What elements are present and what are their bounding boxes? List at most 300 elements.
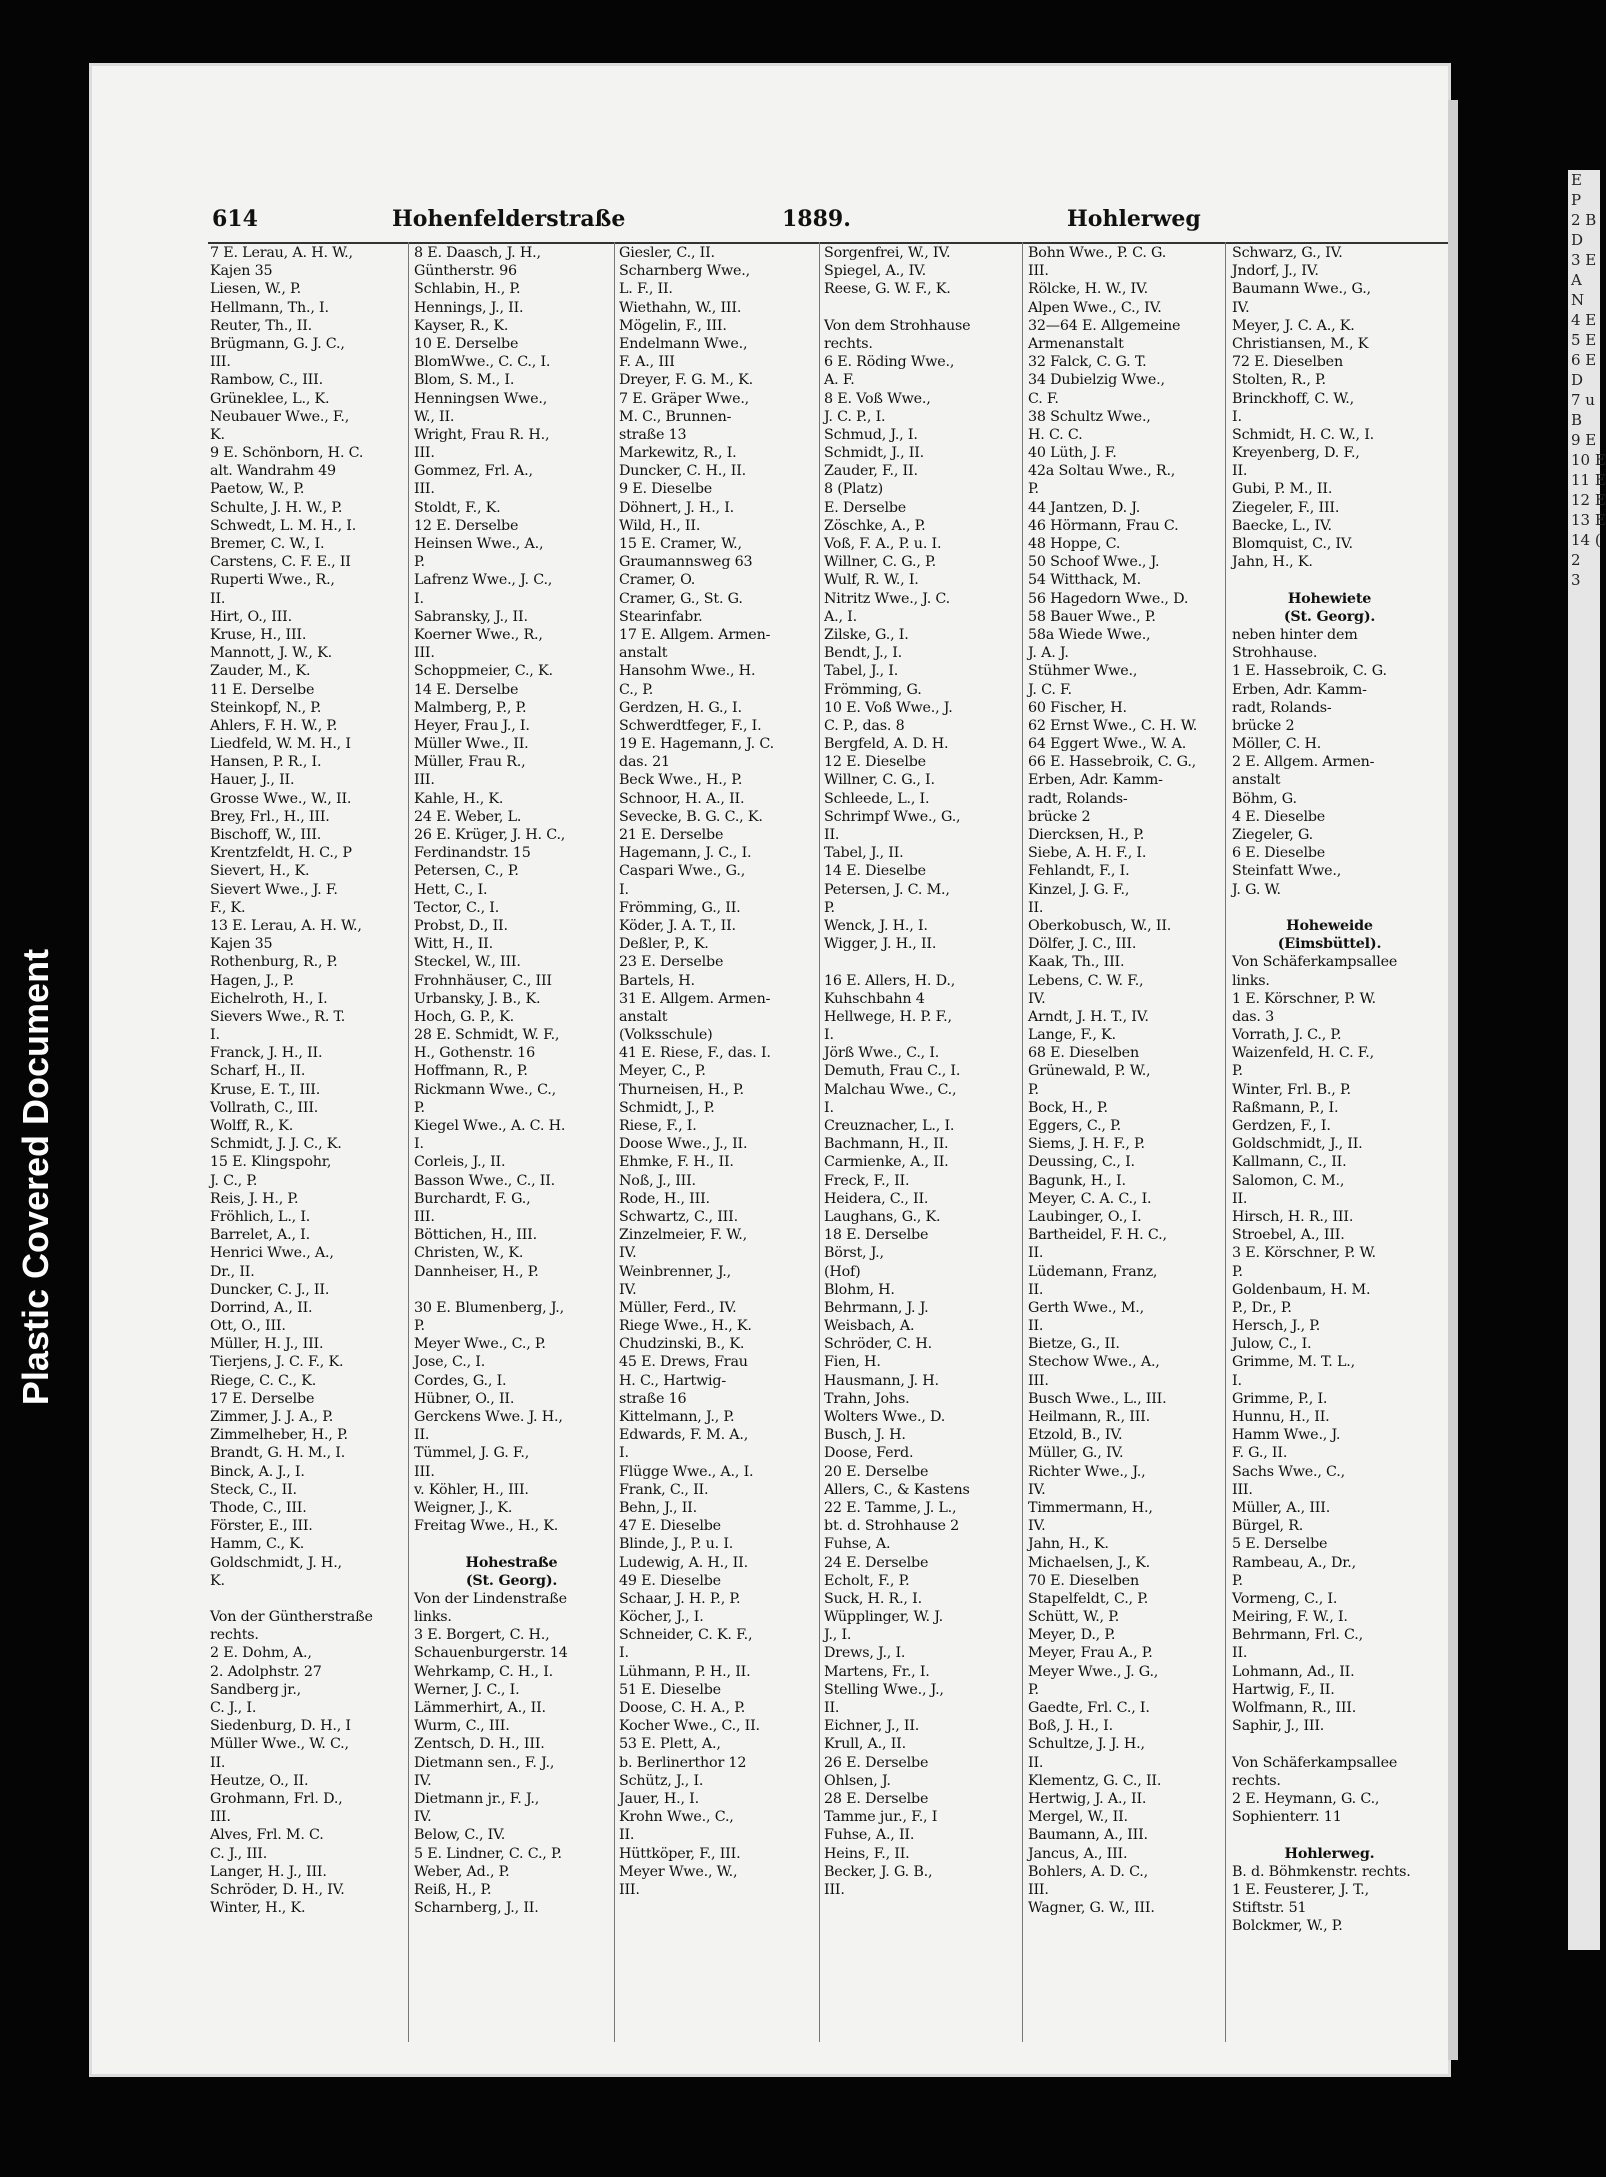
directory-line: III. xyxy=(1028,263,1049,280)
directory-line: 6 E. Röding Wwe., xyxy=(824,354,955,371)
directory-line: 48 Hoppe, C. xyxy=(1028,536,1121,552)
directory-line: Edwards, F. M. A., xyxy=(619,1427,749,1444)
directory-line: Wolters Wwe., D. xyxy=(824,1409,946,1425)
neighbor-fragment: D xyxy=(1571,231,1584,249)
directory-line: Chudzinski, B., K. xyxy=(619,1336,745,1353)
directory-line: 20 E. Derselbe xyxy=(824,1463,929,1480)
directory-line: Schröder, C. H. xyxy=(824,1336,932,1353)
directory-line: Stelling Wwe., J., xyxy=(824,1681,944,1698)
directory-line: Basson Wwe., C., II. xyxy=(414,1172,555,1189)
directory-line: 18 E. Derselbe xyxy=(824,1227,929,1244)
page-edge xyxy=(1448,100,1458,2060)
directory-line: J. C. F. xyxy=(1028,681,1072,698)
column-rule xyxy=(819,242,820,2042)
directory-line: Armenanstalt xyxy=(1028,335,1124,352)
directory-line: III. xyxy=(210,354,231,371)
directory-line: 15 E. Klingspohr, xyxy=(210,1154,332,1171)
directory-line: Steckel, W., III. xyxy=(414,954,521,971)
directory-line: C. P., das. 8 xyxy=(824,717,905,734)
directory-line: 30 E. Blumenberg, J., xyxy=(414,1299,564,1316)
directory-line: Schmidt, H. C. W., I. xyxy=(1232,426,1375,443)
directory-line: H. C., Hartwig- xyxy=(619,1372,726,1389)
directory-line: 8 (Platz) xyxy=(824,481,883,498)
directory-line: Hagen, J., P. xyxy=(210,972,294,989)
directory-line: 26 E. Derselbe xyxy=(824,1754,929,1771)
directory-line: E. Derselbe xyxy=(824,499,907,516)
directory-line: Köcher, J., I. xyxy=(619,1609,704,1626)
directory-line: Kajen 35 xyxy=(210,936,273,953)
directory-line: Jndorf, J., IV. xyxy=(1232,263,1319,280)
directory-line: Freck, F., II. xyxy=(824,1172,910,1189)
directory-line: F. A., III xyxy=(619,354,675,371)
directory-line: Baumann, A., III. xyxy=(1028,1827,1148,1844)
directory-line: Hartwig, F., II. xyxy=(1232,1681,1335,1698)
directory-line: IV. xyxy=(1232,299,1250,316)
directory-line: Voß, F. A., P. u. I. xyxy=(824,536,942,552)
directory-line: links. xyxy=(1232,972,1270,989)
directory-line: 9 E. Schönborn, H. C. xyxy=(210,445,364,462)
directory-line: Zauder, M., K. xyxy=(210,663,311,680)
directory-line: b. Berlinerthor 12 xyxy=(619,1754,747,1771)
directory-line: 26 E. Krüger, J. H. C., xyxy=(414,827,566,843)
directory-line: Jancus, A., III. xyxy=(1028,1845,1128,1862)
directory-line: Hüttköper, F., III. xyxy=(619,1845,741,1862)
directory-line: Schaar, J. H. P., P. xyxy=(619,1590,741,1607)
directory-line: Urbansky, J. B., K. xyxy=(414,990,541,1007)
directory-line: Schwedt, L. M. H., I. xyxy=(210,517,357,534)
directory-line: Dreyer, F. G. M., K. xyxy=(619,372,753,389)
neighbor-fragment: 5 E xyxy=(1571,331,1597,349)
directory-line: II. xyxy=(1232,463,1248,480)
directory-line: Hagemann, J. C., I. xyxy=(619,845,752,862)
directory-line: Oberkobusch, W., II. xyxy=(1028,917,1172,934)
directory-line: Saphir, J., III. xyxy=(1232,1718,1325,1735)
directory-line: III. xyxy=(1232,1481,1253,1498)
directory-line: Laughans, G., K. xyxy=(824,1208,941,1225)
directory-line: F., K. xyxy=(210,899,246,916)
directory-line: 72 E. Dieselben xyxy=(1232,354,1343,371)
directory-line: Bartels, H. xyxy=(619,972,695,989)
directory-line: P., Dr., P. xyxy=(1232,1299,1292,1316)
directory-line: Bendt, J., I. xyxy=(824,645,903,662)
directory-line: Tabel, J., II. xyxy=(824,845,904,862)
directory-line: Ziegeler, G. xyxy=(1232,827,1314,843)
directory-line: Sievert, H., K. xyxy=(210,863,310,880)
directory-line: Gaedte, Frl. C., I. xyxy=(1028,1700,1150,1716)
directory-line: Mannott, J. W., K. xyxy=(210,645,332,662)
directory-line: 34 Dubielzig Wwe., xyxy=(1028,372,1165,389)
directory-line: Corleis, J., II. xyxy=(414,1154,506,1171)
directory-line: (Hof) xyxy=(824,1263,861,1280)
directory-line: K. xyxy=(210,1572,225,1589)
directory-line: III. xyxy=(414,772,435,789)
directory-line: Sachs Wwe., C., xyxy=(1232,1463,1345,1480)
directory-line: III. xyxy=(414,481,435,498)
directory-line: 1 E. Feusterer, J. T., xyxy=(1232,1881,1369,1898)
directory-line: 11 E. Derselbe xyxy=(210,681,315,698)
directory-line: 53 E. Plett, A., xyxy=(619,1736,721,1753)
directory-line: Allers, C., & Kastens xyxy=(824,1481,970,1498)
directory-line: II. xyxy=(1028,1245,1044,1262)
directory-line: Dannheiser, H., P. xyxy=(414,1263,539,1280)
directory-line: Behrmann, Frl. C., xyxy=(1232,1627,1363,1644)
directory-line: IV. xyxy=(1028,1518,1046,1535)
neighbor-fragment: N xyxy=(1571,291,1585,309)
directory-line: bt. d. Strohhause 2 xyxy=(824,1518,959,1535)
directory-line: Meyer, Frau A., P. xyxy=(1028,1645,1153,1662)
directory-line: Frömming, G., II. xyxy=(619,899,741,916)
directory-line: Grimme, P., I. xyxy=(1232,1390,1328,1407)
directory-line: Arndt, J. H. T., IV. xyxy=(1028,1008,1149,1025)
directory-line: Müller, G., IV. xyxy=(1028,1445,1124,1462)
directory-line: Zimmer, J. J. A., P. xyxy=(210,1409,334,1425)
directory-line: 17 E. Derselbe xyxy=(210,1390,315,1407)
directory-line: Schmidt, J. J. C., K. xyxy=(210,1136,342,1153)
directory-line: Grohmann, Frl. D., xyxy=(210,1790,343,1807)
directory-line: Kahle, H., K. xyxy=(414,790,504,807)
directory-line: 8 E. Voß Wwe., xyxy=(824,390,931,407)
directory-line: Schmidt, J., II. xyxy=(824,445,925,462)
directory-line: Bergfeld, A. D. H. xyxy=(824,736,949,753)
directory-line: Lafrenz Wwe., J. C., xyxy=(414,572,553,589)
directory-line: C. F. xyxy=(1028,390,1059,407)
directory-line: Schrimpf Wwe., G., xyxy=(824,808,961,825)
directory-line: Thode, C., III. xyxy=(210,1499,307,1516)
directory-line: Ahlers, F. H. W., P. xyxy=(210,717,338,734)
directory-line: Erben, Adr. Kamm- xyxy=(1028,772,1163,789)
directory-line: Bietze, G., II. xyxy=(1028,1336,1120,1353)
directory-line: Christiansen, M., K xyxy=(1232,335,1369,352)
directory-line: Müller Wwe., W. C., xyxy=(210,1736,349,1753)
directory-line: Eggers, C., P. xyxy=(1028,1118,1121,1134)
directory-line: 23 E. Derselbe xyxy=(619,954,724,971)
directory-line: neben hinter dem xyxy=(1232,626,1358,643)
directory-line: Cramer, O. xyxy=(619,572,696,589)
neighbor-fragment: 11 E xyxy=(1571,471,1606,489)
directory-line: Brinckhoff, C. W., xyxy=(1232,390,1354,407)
neighbor-fragment: A xyxy=(1571,271,1582,289)
directory-line: Schultze, J. J. H., xyxy=(1028,1736,1145,1753)
directory-line: Kuhschbahn 4 xyxy=(824,990,925,1007)
directory-line: Beck Wwe., H., P. xyxy=(619,772,743,789)
directory-line: Reuter, Th., II. xyxy=(210,317,313,334)
directory-line: II. xyxy=(824,1700,840,1716)
directory-line: Stiftstr. 51 xyxy=(1232,1900,1307,1917)
directory-line: Hirt, O., III. xyxy=(210,608,292,625)
directory-line: Kocher Wwe., C., II. xyxy=(619,1718,760,1735)
directory-line: v. Köhler, H., III. xyxy=(414,1481,529,1498)
directory-line: Thurneisen, H., P. xyxy=(619,1081,744,1098)
directory-line: IV. xyxy=(1028,1481,1046,1498)
directory-line: 24 E. Weber, L. xyxy=(414,808,522,825)
directory-line: Ferdinandstr. 15 xyxy=(414,845,531,862)
directory-line: Giesler, C., II. xyxy=(619,245,715,261)
directory-line: Paetow, W., P. xyxy=(210,481,305,498)
directory-line: 21 E. Derselbe xyxy=(619,827,724,843)
directory-line: Kittelmann, J., P. xyxy=(619,1409,735,1425)
directory-line: Steinkopf, N., P. xyxy=(210,699,322,716)
directory-line: J. C. P., I. xyxy=(824,408,886,425)
page-number: 614 xyxy=(212,206,258,232)
directory-line: 8 E. Daasch, J. H., xyxy=(414,245,541,261)
directory-line: Gubi, P. M., II. xyxy=(1232,481,1333,498)
directory-line: Meyer Wwe., W., xyxy=(619,1863,738,1880)
directory-line: II. xyxy=(824,827,840,843)
directory-line: Hohlerweg. xyxy=(1284,1845,1375,1862)
directory-line: 56 Hagedorn Wwe., D. xyxy=(1028,590,1189,607)
directory-line: Ludewig, A. H., II. xyxy=(619,1554,748,1571)
directory-line: Schwerdtfeger, F., I. xyxy=(619,717,762,734)
directory-line: II. xyxy=(1232,1645,1248,1662)
directory-line: anstalt xyxy=(619,1008,668,1025)
directory-line: Petersen, J. C. M., xyxy=(824,881,950,898)
directory-line: Barrelet, A., I. xyxy=(210,1227,310,1244)
directory-line: Wolfmann, R., III. xyxy=(1232,1700,1357,1716)
directory-line: 2 E. Heymann, G. C., xyxy=(1232,1790,1380,1807)
directory-line: Langer, H. J., III. xyxy=(210,1863,327,1880)
directory-line: Bolckmer, W., P. xyxy=(1232,1918,1343,1935)
directory-line: Stoldt, F., K. xyxy=(414,499,501,516)
directory-line: 22 E. Tamme, J. L., xyxy=(824,1499,957,1516)
directory-line: Grimme, M. T. L., xyxy=(1232,1354,1355,1371)
directory-line: Goldschmidt, J. H., xyxy=(210,1554,342,1571)
directory-line: Graumannsweg 63 xyxy=(619,554,753,571)
directory-line: Malmberg, P., P. xyxy=(414,699,527,716)
directory-line: IV. xyxy=(1028,990,1046,1007)
directory-line: 70 E. Dieselben xyxy=(1028,1572,1139,1589)
directory-line: Liedfeld, W. M. H., I xyxy=(210,736,351,753)
directory-line: P. xyxy=(1232,1263,1243,1280)
directory-line: Jahn, H., K. xyxy=(1232,554,1313,571)
directory-line: Meyer, C. A. C., I. xyxy=(1028,1190,1152,1207)
directory-line: Baecke, L., IV. xyxy=(1232,517,1332,534)
directory-line: Richter Wwe., J., xyxy=(1028,1463,1146,1480)
directory-line: Petersen, C., P. xyxy=(414,863,519,880)
directory-line: Grünewald, P. W., xyxy=(1028,1063,1151,1080)
directory-line: Busch, J. H. xyxy=(824,1427,906,1444)
directory-line: rechts. xyxy=(1232,1772,1281,1789)
directory-line: Flügge Wwe., A., I. xyxy=(619,1463,754,1480)
directory-line: Kreyenberg, D. F., xyxy=(1232,445,1360,462)
directory-line: Tamme jur., F., I xyxy=(824,1809,938,1826)
directory-line: Koerner Wwe., R., xyxy=(414,626,543,643)
directory-line: Wenck, J. H., I. xyxy=(824,917,928,934)
directory-line: Bürgel, R. xyxy=(1232,1518,1304,1535)
directory-line: I. xyxy=(414,590,424,607)
directory-line: Alpen Wwe., C., IV. xyxy=(1028,299,1162,316)
directory-line: Schwarz, G., IV. xyxy=(1232,245,1343,261)
directory-line: Diercksen, H., P. xyxy=(1028,827,1145,843)
directory-line: Ruperti Wwe., R., xyxy=(210,572,335,589)
neighbor-fragment: 3 xyxy=(1571,571,1581,589)
directory-line: M. C., Brunnen- xyxy=(619,408,732,425)
neighbor-fragment: 12 E xyxy=(1571,491,1606,509)
directory-line: 24 E. Derselbe xyxy=(824,1554,929,1571)
directory-line: 6 E. Dieselbe xyxy=(1232,845,1326,862)
neighbor-fragment: 2 xyxy=(1571,551,1581,569)
directory-line: Cramer, G., St. G. xyxy=(619,590,743,607)
directory-line: Wiethahn, W., III. xyxy=(619,299,742,316)
directory-line: Bischoff, W., III. xyxy=(210,827,322,843)
neighbor-fragment: 13 E xyxy=(1571,511,1606,529)
directory-line: 14 E. Derselbe xyxy=(414,681,519,698)
directory-line: A. F. xyxy=(824,372,855,389)
directory-line: Eichelroth, H., I. xyxy=(210,990,328,1007)
directory-line: Von der Lindenstraße xyxy=(414,1590,567,1607)
directory-line: anstalt xyxy=(1232,772,1281,789)
directory-line: Duncker, C. J., II. xyxy=(210,1281,330,1298)
directory-line: Zentsch, D. H., III. xyxy=(414,1736,545,1753)
directory-line: Riese, F., I. xyxy=(619,1118,697,1134)
directory-line: Hamm Wwe., J. xyxy=(1232,1427,1341,1444)
directory-line: Ott, O., III. xyxy=(210,1318,286,1335)
directory-line: Salomon, C. M., xyxy=(1232,1172,1345,1189)
directory-line: Lange, F., K. xyxy=(1028,1027,1116,1044)
directory-line: Von Schäferkampsallee xyxy=(1232,954,1398,971)
directory-line: Hoffmann, R., P. xyxy=(414,1063,528,1080)
directory-line: Rickmann Wwe., C., xyxy=(414,1081,556,1098)
directory-line: Tabel, J., I. xyxy=(824,663,899,680)
directory-line: Michaelsen, J., K. xyxy=(1028,1554,1150,1571)
directory-line: Müller, Frau R., xyxy=(414,754,526,771)
directory-line: Lühmann, P. H., II. xyxy=(619,1663,751,1680)
directory-line: Ehmke, F. H., II. xyxy=(619,1154,734,1171)
directory-line: Drews, J., I. xyxy=(824,1645,906,1662)
directory-line: Schulte, J. H. W., P. xyxy=(210,499,343,516)
directory-line: Kayser, R., K. xyxy=(414,317,509,334)
directory-line: Bohlers, A. D. C., xyxy=(1028,1863,1148,1880)
directory-line: Heutze, O., II. xyxy=(210,1772,309,1789)
directory-line: Wulf, R. W., I. xyxy=(824,572,919,589)
directory-line: Riege Wwe., H., K. xyxy=(619,1318,752,1335)
column-rule xyxy=(1022,242,1023,2042)
directory-line: P. xyxy=(1028,1081,1039,1098)
directory-line: Döhnert, J. H., I. xyxy=(619,499,735,516)
directory-line: Müller, Ferd., IV. xyxy=(619,1299,737,1316)
directory-line: II. xyxy=(1232,1190,1248,1207)
directory-line: Trahn, Johs. xyxy=(824,1390,910,1407)
directory-line: 2 E. Dohm, A., xyxy=(210,1645,312,1662)
directory-line: Bartheidel, F. H. C., xyxy=(1028,1227,1167,1244)
directory-line: 47 E. Dieselbe xyxy=(619,1518,721,1535)
directory-line: Hauer, J., II. xyxy=(210,772,295,789)
directory-line: III. xyxy=(1028,1372,1049,1389)
directory-line: Meyer Wwe., C., P. xyxy=(414,1336,546,1353)
directory-line: Grüneklee, L., K. xyxy=(210,390,330,407)
directory-line: P. xyxy=(414,1318,425,1335)
directory-line: 17 E. Allgem. Armen- xyxy=(619,626,771,643)
directory-line: Neubauer Wwe., F., xyxy=(210,408,350,425)
directory-line xyxy=(414,1281,609,1299)
directory-line: Förster, E., III. xyxy=(210,1518,313,1535)
directory-line: Heidera, C., II. xyxy=(824,1190,929,1207)
directory-line: Carstens, C. F. E., II xyxy=(210,554,351,571)
directory-line: Meyer, C., P. xyxy=(619,1063,706,1080)
directory-line: BlomWwe., C. C., I. xyxy=(414,354,551,371)
directory-line: rechts. xyxy=(824,335,873,352)
directory-line: Demuth, Frau C., I. xyxy=(824,1063,961,1080)
directory-line: Müller Wwe., II. xyxy=(414,736,529,753)
directory-line: Bock, H., P. xyxy=(1028,1099,1108,1116)
directory-line: 50 Schoof Wwe., J. xyxy=(1028,554,1160,571)
directory-line: Strohhause. xyxy=(1232,645,1318,662)
directory-line: 40 Lüth, J. F. xyxy=(1028,445,1117,462)
directory-line: Krull, A., II. xyxy=(824,1736,906,1753)
directory-line xyxy=(1232,571,1427,589)
directory-line: Scharf, H., II. xyxy=(210,1063,306,1080)
directory-line: Raßmann, P., I. xyxy=(1232,1099,1339,1116)
directory-line: Bachmann, H., II. xyxy=(824,1136,949,1153)
directory-line: Binck, A. J., I. xyxy=(210,1463,305,1480)
directory-line: Hennings, J., II. xyxy=(414,299,524,316)
directory-line: Köder, J. A. T., II. xyxy=(619,917,736,934)
directory-line: C. J., I. xyxy=(210,1700,257,1716)
directory-line: Dr., II. xyxy=(210,1263,255,1280)
directory-line: Jahn, H., K. xyxy=(1028,1536,1109,1553)
directory-line: Weber, Ad., P. xyxy=(414,1863,510,1880)
directory-column-4 xyxy=(824,244,1019,1899)
directory-line: Schmidt, J., P. xyxy=(619,1099,715,1116)
directory-line: Wurm, C., III. xyxy=(414,1718,510,1735)
directory-line: Mergel, W., II. xyxy=(1028,1809,1128,1826)
directory-line: IV. xyxy=(414,1772,432,1789)
directory-line: Zimmelheber, H., P. xyxy=(210,1427,348,1444)
directory-line: Heilmann, R., III. xyxy=(1028,1409,1150,1425)
directory-line: III. xyxy=(1028,1881,1049,1898)
directory-line: Blomquist, C., IV. xyxy=(1232,536,1353,552)
directory-line: I. xyxy=(1232,408,1242,425)
directory-line: Lüdemann, Franz, xyxy=(1028,1263,1158,1280)
directory-line: Von Schäferkampsallee xyxy=(1232,1754,1398,1771)
directory-line: Sorgenfrei, W., IV. xyxy=(824,245,951,261)
neighbor-fragment: 4 E xyxy=(1571,311,1597,329)
directory-line: Bremer, C. W., I. xyxy=(210,536,325,552)
directory-line: Riege, C. C., K. xyxy=(210,1372,317,1389)
directory-line: Rambow, C., III. xyxy=(210,372,323,389)
directory-line: Rode, H., III. xyxy=(619,1190,710,1207)
directory-line: Klementz, G. C., II. xyxy=(1028,1772,1162,1789)
directory-line: Carmienke, A., II. xyxy=(824,1154,949,1171)
directory-line: I. xyxy=(619,1645,629,1662)
directory-line: Stearinfabr. xyxy=(619,608,703,625)
directory-line: Hübner, O., II. xyxy=(414,1390,515,1407)
directory-line: Stolten, R., P. xyxy=(1232,372,1326,389)
directory-line: I. xyxy=(824,1027,834,1044)
directory-line: P. xyxy=(1232,1572,1243,1589)
directory-line: Schneider, C. K. F., xyxy=(619,1627,753,1644)
directory-line: P. xyxy=(414,554,425,571)
directory-line: Bagunk, H., I. xyxy=(1028,1172,1126,1189)
directory-line: Willner, C. G., I. xyxy=(824,772,935,789)
directory-line: 19 E. Hagemann, J. C. xyxy=(619,736,774,753)
directory-line: Güntherstr. 96 xyxy=(414,263,517,280)
directory-line: 42a Soltau Wwe., R., xyxy=(1028,463,1176,480)
directory-line: Burchardt, F. G., xyxy=(414,1190,531,1207)
directory-line: Grosse Wwe., W., II. xyxy=(210,790,352,807)
directory-column-2 xyxy=(414,244,609,1917)
directory-line: Schauenburgerstr. 14 xyxy=(414,1645,568,1662)
directory-line: II. xyxy=(1028,899,1044,916)
directory-line: I. xyxy=(414,1136,424,1153)
directory-line: Hett, C., I. xyxy=(414,881,488,898)
directory-line: III. xyxy=(619,1881,640,1898)
directory-line: Brandt, G. H. M., I. xyxy=(210,1445,346,1462)
directory-line: Etzold, B., IV. xyxy=(1028,1427,1123,1444)
directory-line: Ohlsen, J. xyxy=(824,1772,891,1789)
directory-line: Echolt, F., P. xyxy=(824,1572,910,1589)
directory-column-5 xyxy=(1028,244,1223,1917)
directory-line: Erben, Adr. Kamm- xyxy=(1232,681,1367,698)
